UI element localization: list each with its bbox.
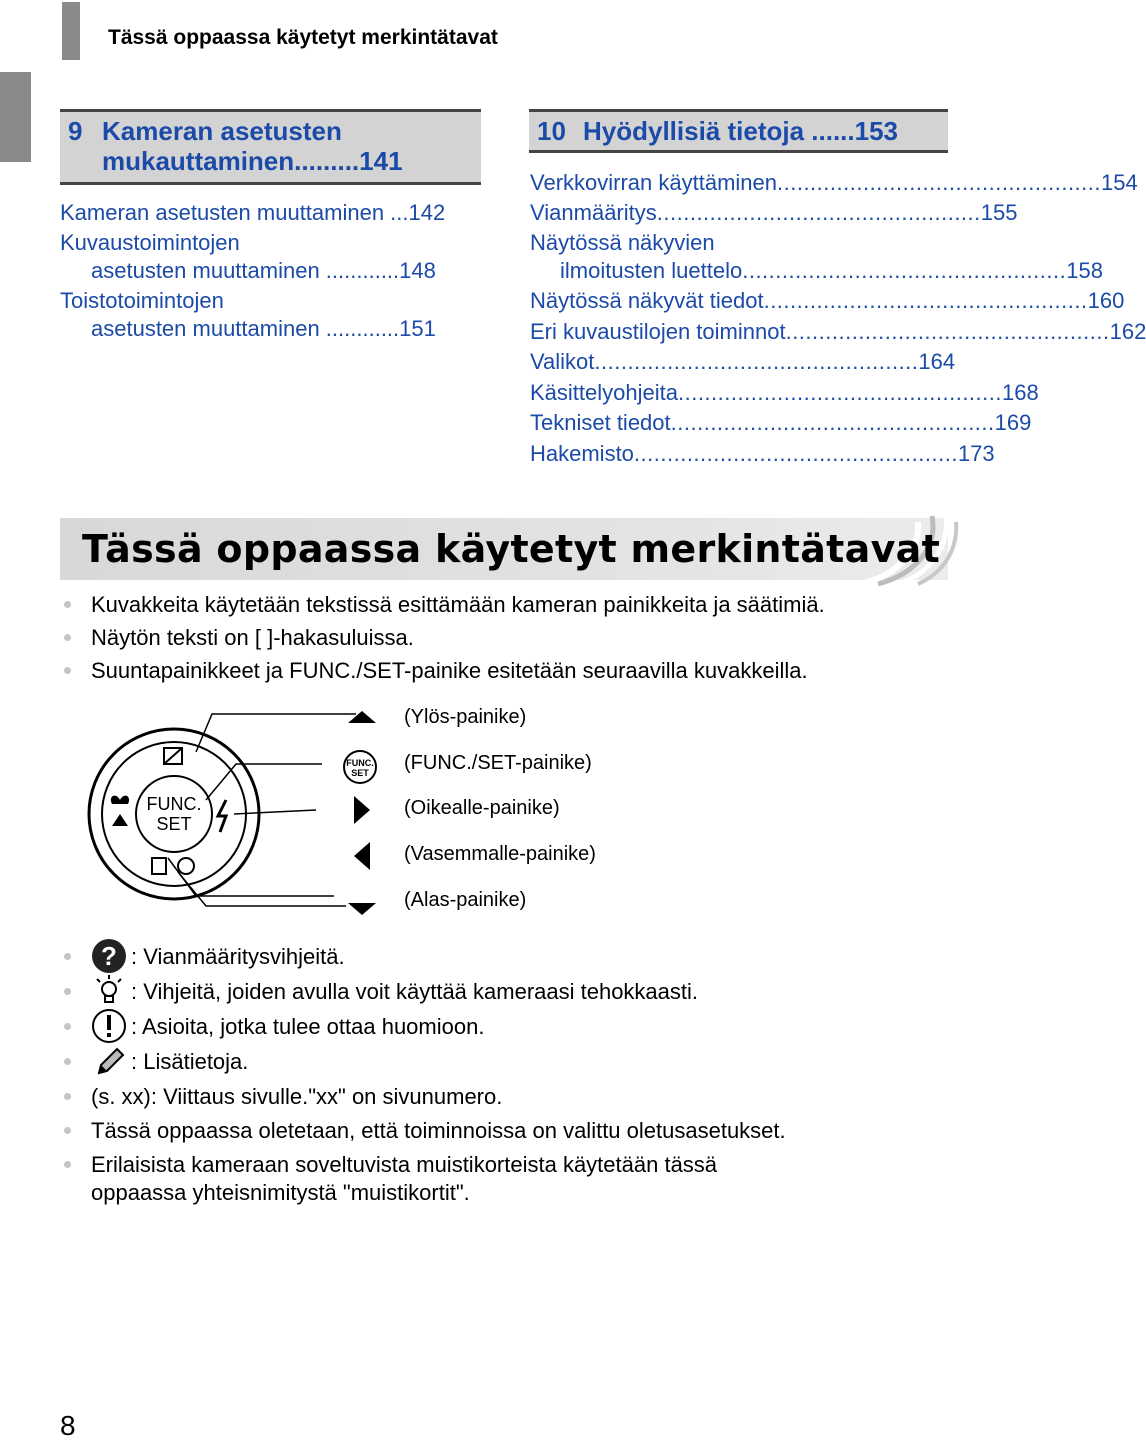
pencil-icon: [91, 1043, 127, 1079]
chapter-title-line2: mukauttaminen.........141: [102, 146, 403, 176]
toc-entry[interactable]: Tekniset tiedot ................................................. 169: [530, 410, 1032, 435]
toc-chapter-9-heading[interactable]: [60, 109, 481, 185]
toc-entry[interactable]: Valikot ................................................. 164: [530, 349, 956, 374]
bullet-text: : Lisätietoja.: [131, 1049, 249, 1074]
up-button-label: (Ylös-painike): [404, 706, 527, 728]
chapter-number: 10: [537, 116, 566, 146]
toc-entry[interactable]: asetusten muuttaminen ............151: [91, 316, 436, 341]
bullet-dot: [64, 953, 71, 960]
bullet-dot: [64, 1093, 71, 1100]
toc-chapter-10-heading[interactable]: [529, 109, 948, 153]
bullet-text: : Asioita, jotka tulee ottaa huomioon.: [131, 1014, 485, 1039]
down-button-label: (Alas-painike): [404, 889, 527, 911]
toc-entry[interactable]: Kameran asetusten muuttaminen ...142: [60, 200, 446, 225]
bullet-text: Tässä oppaassa oletetaan, että toiminnoissa on valittu oletusasetukset.: [91, 1118, 786, 1143]
dial-func-label: FUNC.: [146, 794, 202, 814]
section-title: Tässä oppaassa käytetyt merkintätavat: [82, 527, 941, 571]
bullet-text: : Vianmääritysvihjeitä.: [131, 944, 345, 969]
bullet-text: Kuvakkeita käytetään tekstissä esittämään kameran painikkeita ja säätimiä.: [91, 592, 825, 617]
func-set-icon: [342, 749, 378, 785]
bullet-text: Suuntapainikkeet ja FUNC./SET-painike esitetään seuraavilla kuvakkeilla.: [91, 658, 808, 683]
svg-text:?: ?: [101, 941, 117, 971]
toc-entry[interactable]: asetusten muuttaminen ............148: [91, 258, 436, 283]
toc-entry[interactable]: Käsittelyohjeita ................................................. 168: [530, 380, 1039, 405]
chapter-title-line1: Kameran asetusten: [102, 116, 342, 146]
func-set-button-label: (FUNC./SET-painike): [404, 752, 592, 774]
toc-entry[interactable]: Näytössä näkyvät tiedot ................................................. 160: [530, 288, 1125, 313]
toc-entry[interactable]: Eri kuvaustilojen toiminnot ................................................. 162: [530, 319, 1146, 344]
bullet-text: Erilaisista kameraan soveltuvista muistikorteista käytetään tässä: [91, 1152, 718, 1177]
toc-entry[interactable]: Toistotoimintojen: [60, 288, 224, 313]
dial-set-label: SET: [156, 814, 192, 834]
page-number: 8: [60, 1410, 76, 1441]
bullet-dot: [64, 1023, 71, 1030]
svg-text:SET: SET: [351, 768, 369, 778]
bullet-text: (s. xx): Viittaus sivulle."xx" on sivunumero.: [91, 1084, 503, 1109]
lightbulb-icon: [91, 973, 127, 1009]
toc-entry[interactable]: Vianmääritys ................................................. 155: [530, 200, 1018, 225]
page-tab-marker: [62, 2, 80, 60]
bullet-dot: [64, 1127, 71, 1134]
question-icon: [91, 938, 127, 974]
bullet-text: : Vihjeitä, joiden avulla voit käyttää kameraasi tehokkaasti.: [131, 979, 699, 1004]
chapter-number: 9: [68, 116, 83, 146]
svg-text:FUNC.: FUNC.: [346, 758, 374, 768]
bullet-dot: [64, 601, 71, 608]
bullet-dot: [64, 988, 71, 995]
bullet-dot: [64, 667, 71, 674]
toc-entry[interactable]: ilmoitusten luettelo ................................................. 158: [560, 258, 1103, 283]
bullet-dot: [64, 634, 71, 641]
bullet-text: Näytön teksti on [ ]-hakasuluissa.: [91, 625, 414, 650]
control-dial-diagram: [86, 700, 386, 922]
toc-entry[interactable]: Kuvaustoimintojen: [60, 230, 240, 255]
bullet-text-continued: oppaassa yhteisnimitystä "muistikortit".: [91, 1180, 470, 1205]
exclamation-icon: [91, 1008, 127, 1044]
running-header: Tässä oppaassa käytetyt merkintätavat: [108, 26, 498, 49]
chapter-title: Hyödyllisiä tietoja ......153: [583, 116, 899, 146]
bullet-dot: [64, 1161, 71, 1168]
bullet-dot: [64, 1058, 71, 1065]
left-button-label: (Vasemmalle-painike): [404, 843, 596, 865]
right-button-label: (Oikealle-painike): [404, 797, 560, 819]
toc-entry[interactable]: Hakemisto ................................................. 173: [530, 441, 995, 466]
toc-entry[interactable]: Näytössä näkyvien: [530, 230, 715, 255]
toc-entry[interactable]: Verkkovirran käyttäminen ................................................. 154: [530, 170, 1138, 195]
chapter-tab-marker: [0, 72, 31, 162]
